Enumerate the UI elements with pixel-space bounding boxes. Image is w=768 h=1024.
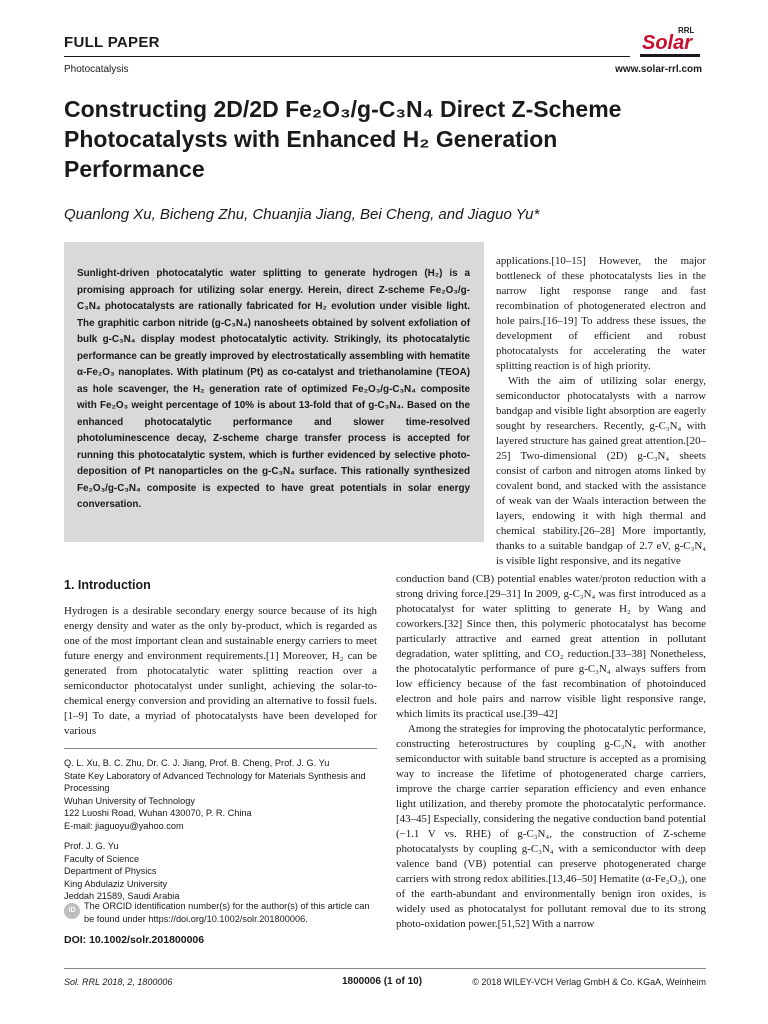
subject-label: Photocatalysis — [64, 64, 129, 75]
affiliation-line: Wuhan University of Technology — [64, 795, 195, 806]
footer-page-number: 1800006 (1 of 10) — [342, 976, 423, 987]
journal-logo — [632, 28, 702, 58]
paragraph: applications.[10–15] However, the major bottleneck of these photocatalysts lies in the narrow light response range and fast recombination of photogenerated electron and hole pairs.[16–19] To address these issues, the development of efficient and robust photocatalysts for accelerating the water splitting reaction is of high priority. — [496, 255, 706, 372]
journal-url[interactable]: www.solar-rrl.com — [615, 64, 702, 75]
affiliation-line: State Key Laboratory of Advanced Technology for Materials Synthesis and Processing — [64, 770, 366, 793]
section-label: FULL PAPER — [64, 34, 160, 51]
affiliation-line: 122 Luoshi Road, Wuhan 430070, P. R. China — [64, 808, 252, 818]
affiliation-line: Prof. J. G. Yu — [64, 841, 119, 851]
affiliation-line: Faculty of Science — [64, 853, 140, 864]
affiliation-rule — [64, 748, 377, 749]
affiliation-line: Department of Physics — [64, 866, 157, 876]
paragraph: Among the strategies for improving the photocatalytic performance, constructing heterostructures by coupling g-C₃N₄ with another semiconductor with suitable band structure is accepted as a promising way to increase the lifetime of photogenerated charge carriers, improve the charge carrier separation efficiency and even enhance light utilization, and thereby promote the photocatalytic performance.[43–45] Especially, considering the negative conduction band potential (−1.1 V vs. RHE) of g-C₃N₄, the construction of Z-scheme photocatalysts by coupling g-C₃N₄ with a semiconductor with deep valence band (VB) potential can preserve photogenerated charge carriers with strong redox abilities.[13,46–50] Hematite (α-Fe₂O₃), one of the earth-abundant and environmentally benign iron oxides, is widely used as photocatalyst for pollutant removal due to its strong photo-oxidation power.[51,52] With a narrow — [396, 723, 706, 930]
author-list: Quanlong Xu, Bicheng Zhu, Chuanjia Jiang, Bei Cheng, and Jiaguo Yu* — [64, 206, 540, 223]
affiliation-line: Q. L. Xu, B. C. Zhu, Dr. C. J. Jiang, Prof. B. Cheng, Prof. J. G. Yu — [64, 758, 330, 768]
paragraph: With the aim of utilizing solar energy, semiconductor photocatalysts with a narrow bandgap and visible light absorption are eagerly sought by researchers. Recently, g-C₃N₄ with layered structure has gained great attention.[20–25] Two-dimensional (2D) g-C₃N₄ sheets consist of carbon and nitrogen atoms linked by covalent bond, and stacked with the assistance of weak van der Waals interaction between the layers, endowing it with high thermal and chemical stability.[26–28] More importantly, thanks to a suitable bandgap of 2.7 eV, g-C₃N₄ is visible light responsive, and its negative — [496, 375, 706, 567]
footer-copyright: © 2018 WILEY-VCH Verlag GmbH & Co. KGaA, Weinheim — [472, 977, 706, 987]
orcid-text: The ORCID identification number(s) for the author(s) of this article can be found under https://doi.org/10.1002/solr.201800006. — [84, 901, 370, 924]
orcid-note — [64, 900, 377, 925]
abstract-box — [64, 242, 484, 542]
logo-text: Solar — [642, 32, 693, 54]
article-title: Constructing 2D/2D Fe₂O₃/g-C₃N₄ Direct Z-Scheme Photocatalysts with Enhanced H₂ Generation Performance — [64, 96, 622, 182]
header-rule — [64, 56, 630, 57]
footer-rule — [64, 968, 706, 969]
introduction-text — [64, 604, 377, 739]
affiliation-email[interactable]: E-mail: jiaguoyu@yahoo.com — [64, 820, 184, 831]
right-column-top — [496, 254, 706, 569]
footer-journal: Sol. RRL 2018, 2, 1800006 — [64, 977, 173, 987]
section-heading: 1. Introduction — [64, 578, 151, 592]
logo-bar — [640, 54, 700, 57]
paragraph: conduction band (CB) potential enables water/proton reduction with a strong driving force.[29–31] In 2009, g-C₃N₄ was first introduced as a photocatalyst for water splitting to generate H₂ by Wang and coworkers.[32] Since then, this polymeric photocatalyst has become particularly attractive and earned great attention in pollutant degradation, water splitting, and CO₂ reduction.[33–38] Nonetheless, the photocatalytic performance of pure g-C₃N₄ always suffers from low efficiency because of the fast recombination of photoinduced electron and hole pairs and narrow visible light responsive range, which limits its practical use.[39–42] — [396, 573, 706, 720]
paragraph: Hydrogen is a desirable secondary energy source because of its high energy density and water as the only by-product, which is regarded as one of the most important clean and sustainable energy carriers to meet future energy and environment requirements.[1] Moreover, H₂ can be generated from photocatalytic water splitting reaction over a semiconductor photocatalyst under sunlight, achieving the solar-to-chemical energy conversion and providing an alternative to fossil fuels.[1–9] To date, a myriad of photocatalysts have been developed for various — [64, 605, 377, 737]
affiliation-line: Jeddah 21589, Saudi Arabia — [64, 891, 180, 901]
right-column-main — [396, 572, 706, 932]
affiliation-line: King Abdulaziz University — [64, 878, 168, 889]
doi[interactable]: DOI: 10.1002/solr.201800006 — [64, 934, 205, 946]
affiliations — [64, 757, 377, 903]
logo-superscript: RRL — [678, 26, 695, 35]
orcid-icon[interactable]: iD — [64, 903, 80, 919]
abstract-text: Sunlight-driven photocatalytic water splitting to generate hydrogen (H₂) is a promising approach for utilizing solar energy. Herein, direct Z-scheme Fe₂O₃/g-C₃N₄ photocatalysts are rationally fabricated for H₂ evolution under visible light. The graphitic carbon nitride (g-C₃N₄) nanosheets obtained by solvent exfoliation of bulk g-C₃N₄ display modest photocatalytic activity. Strikingly, its photocatalytic performance can be greatly improved by electrostatically assembling with hematite α-Fe₂O₃ nanoplates. With platinum (Pt) as co-catalyst and triethanolamine (TEOA) as hole scavenger, the H₂ generation rate of optimized Fe₂O₃/g-C₃N₄ composite with Fe₂O₃ weight percentage of 10% is about 13-fold that of g-C₃N₄. Based on the enhanced photocatalytic performance and slower time-resolved photoluminescence decay, Z-scheme charge transfer process is accepted for running this photocatalytic system, which is further evidenced by selective photo-deposition of Pt nanoparticles on the g-C₃N₄ surface. This rationally synthesized Fe₂O₃/g-C₃N₄ composite is expected to have great potentials in solar energy conversation. — [77, 268, 470, 510]
